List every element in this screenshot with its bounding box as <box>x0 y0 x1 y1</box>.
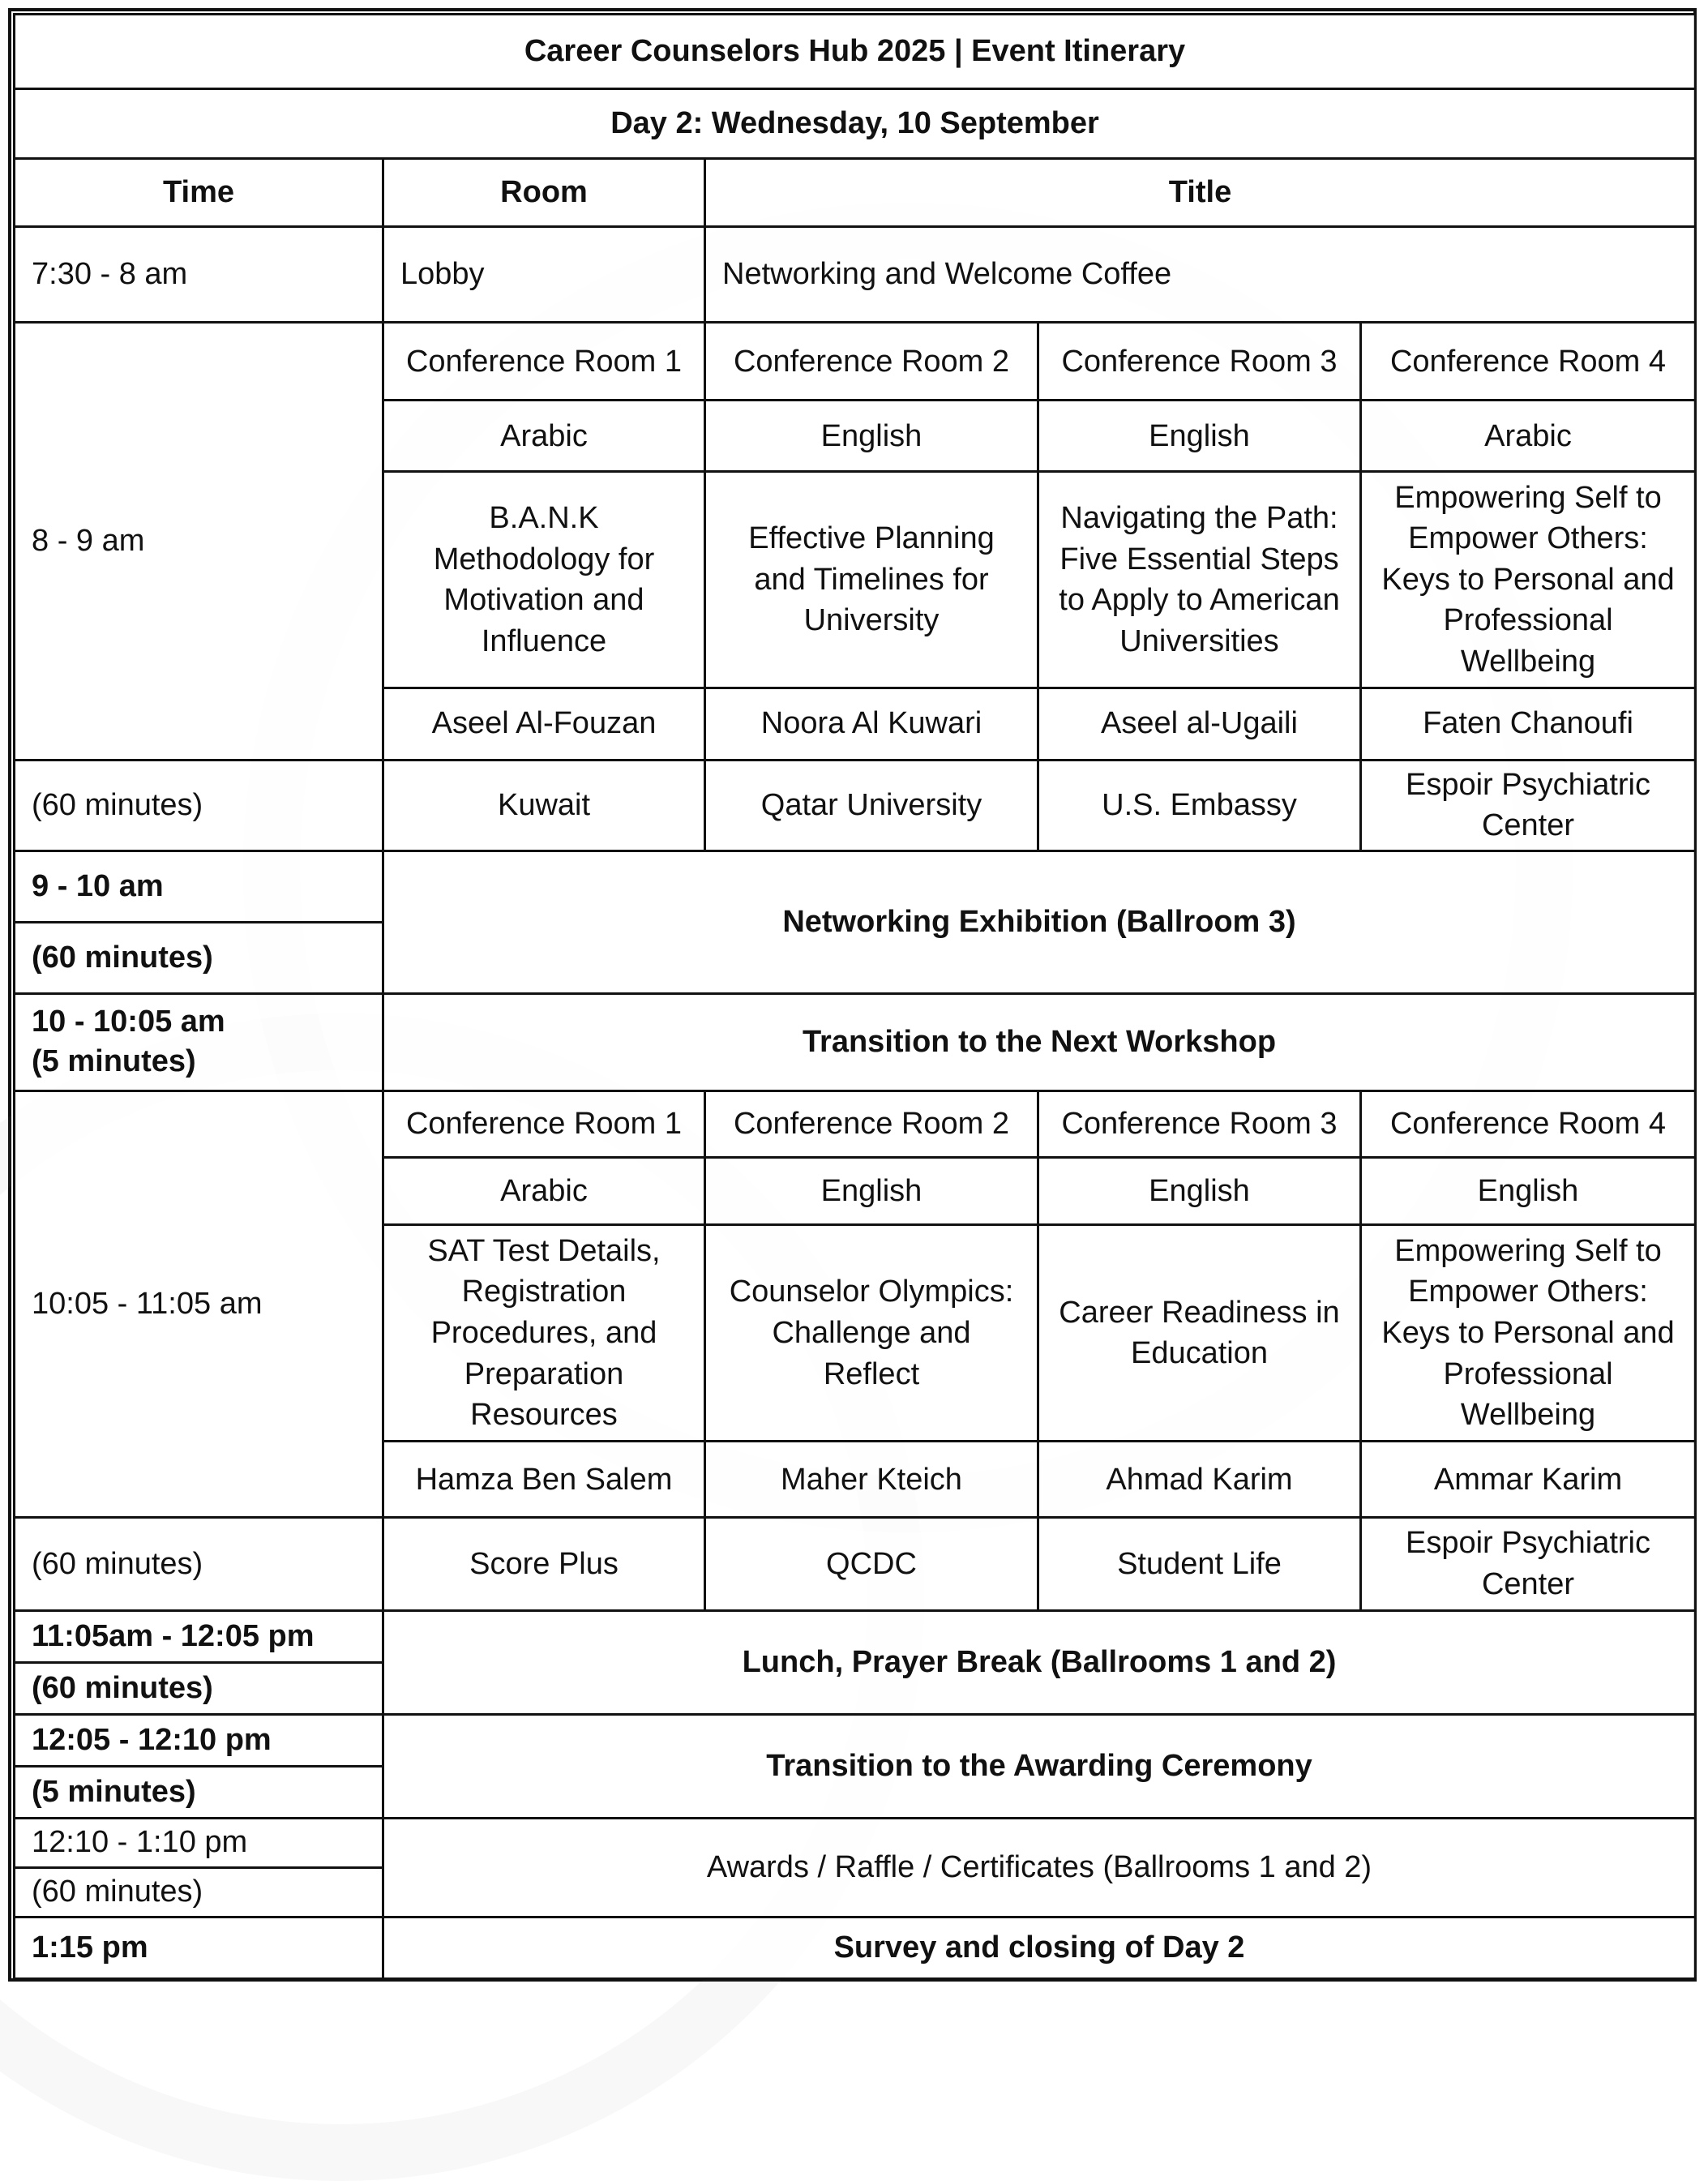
table-row <box>15 1518 1696 1610</box>
table-row <box>15 993 1696 1090</box>
transition2-time: 12:05 - 12:10 pm <box>15 1714 383 1766</box>
session2-speaker-3: Ahmad Karim <box>1038 1442 1361 1518</box>
session2-language-2: English <box>705 1158 1038 1225</box>
lunch-time: 11:05am - 12:05 pm <box>15 1610 383 1662</box>
transition1-time: 10 - 10:05 am <box>32 1005 225 1039</box>
session1-title-4: Empowering Self to Empower Others: Keys to Personal and Professional Wellbeing <box>1361 472 1696 688</box>
column-header-room: Room <box>383 159 705 227</box>
session2-title-3: Career Readiness in Education <box>1038 1225 1361 1442</box>
session2-room-4: Conference Room 4 <box>1361 1091 1696 1158</box>
day-heading: Day 2: Wednesday, 10 September <box>15 89 1696 159</box>
session2-speaker-1: Hamza Ben Salem <box>383 1442 705 1518</box>
session1-language-2: English <box>705 401 1038 472</box>
session1-title-3: Navigating the Path: Five Essential Steps to Apply to American Universities <box>1038 472 1361 688</box>
session2-language-4: English <box>1361 1158 1696 1225</box>
session1-room-4: Conference Room 4 <box>1361 323 1696 401</box>
session1-room-1: Conference Room 1 <box>383 323 705 401</box>
session2-language-3: English <box>1038 1158 1361 1225</box>
session1-org-2: Qatar University <box>705 760 1038 851</box>
session1-time: 8 - 9 am <box>15 323 383 760</box>
awards-title: Awards / Raffle / Certificates (Ballrooms 1 and 2) <box>383 1818 1696 1917</box>
session1-language-3: English <box>1038 401 1361 472</box>
table-row <box>15 1818 1696 1867</box>
session1-room-2: Conference Room 2 <box>705 323 1038 401</box>
exhibition-time: 9 - 10 am <box>15 851 383 922</box>
session1-org-1: Kuwait <box>383 760 705 851</box>
welcome-room: Lobby <box>383 227 705 323</box>
session2-speaker-4: Ammar Karim <box>1361 1442 1696 1518</box>
session2-room-2: Conference Room 2 <box>705 1091 1038 1158</box>
awards-time: 12:10 - 1:10 pm <box>15 1818 383 1867</box>
session2-org-2: QCDC <box>705 1518 1038 1610</box>
transition2-title: Transition to the Awarding Ceremony <box>383 1714 1696 1818</box>
exhibition-duration: (60 minutes) <box>15 922 383 993</box>
session2-room-1: Conference Room 1 <box>383 1091 705 1158</box>
session2-time: 10:05 - 11:05 am <box>15 1091 383 1518</box>
table-row <box>15 323 1696 401</box>
transition2-duration: (5 minutes) <box>15 1766 383 1818</box>
session1-language-1: Arabic <box>383 401 705 472</box>
itinerary-table <box>13 13 1697 1980</box>
closing-title: Survey and closing of Day 2 <box>383 1917 1696 1978</box>
session1-language-4: Arabic <box>1361 401 1696 472</box>
session2-speaker-2: Maher Kteich <box>705 1442 1038 1518</box>
session1-title-2: Effective Planning and Timelines for University <box>705 472 1038 688</box>
session2-title-1: SAT Test Details, Registration Procedures, and Preparation Resources <box>383 1225 705 1442</box>
session1-room-3: Conference Room 3 <box>1038 323 1361 401</box>
exhibition-title: Networking Exhibition (Ballroom 3) <box>383 851 1696 993</box>
event-title: Career Counselors Hub 2025 | Event Itinerary <box>15 15 1696 89</box>
transition1-title: Transition to the Next Workshop <box>383 993 1696 1090</box>
table-row <box>15 1917 1696 1978</box>
session2-org-1: Score Plus <box>383 1518 705 1610</box>
table-row <box>15 227 1696 323</box>
session2-title-2: Counselor Olympics: Challenge and Reflect <box>705 1225 1038 1442</box>
session2-duration: (60 minutes) <box>15 1518 383 1610</box>
session2-room-3: Conference Room 3 <box>1038 1091 1361 1158</box>
session2-title-4: Empowering Self to Empower Others: Keys to Personal and Professional Wellbeing <box>1361 1225 1696 1442</box>
table-row <box>15 1714 1696 1766</box>
column-header-title: Title <box>705 159 1696 227</box>
column-header-time: Time <box>15 159 383 227</box>
awards-duration: (60 minutes) <box>15 1867 383 1917</box>
table-row <box>15 851 1696 922</box>
session1-speaker-4: Faten Chanoufi <box>1361 688 1696 760</box>
session2-org-3: Student Life <box>1038 1518 1361 1610</box>
transition1-time-cell <box>15 993 383 1090</box>
session2-org-4: Espoir Psychiatric Center <box>1361 1518 1696 1610</box>
welcome-title: Networking and Welcome Coffee <box>705 227 1696 323</box>
session1-org-3: U.S. Embassy <box>1038 760 1361 851</box>
session1-speaker-2: Noora Al Kuwari <box>705 688 1038 760</box>
session1-org-4: Espoir Psychiatric Center <box>1361 760 1696 851</box>
table-row <box>15 1610 1696 1662</box>
lunch-duration: (60 minutes) <box>15 1662 383 1714</box>
transition1-duration: (5 minutes) <box>32 1044 196 1079</box>
session1-speaker-3: Aseel al-Ugaili <box>1038 688 1361 760</box>
session1-title-1: B.A.N.K Methodology for Motivation and Influence <box>383 472 705 688</box>
session1-duration: (60 minutes) <box>15 760 383 851</box>
session2-language-1: Arabic <box>383 1158 705 1225</box>
lunch-title: Lunch, Prayer Break (Ballrooms 1 and 2) <box>383 1610 1696 1714</box>
table-row <box>15 1091 1696 1158</box>
session1-speaker-1: Aseel Al-Fouzan <box>383 688 705 760</box>
welcome-time: 7:30 - 8 am <box>15 227 383 323</box>
table-row <box>15 760 1696 851</box>
closing-time: 1:15 pm <box>15 1917 383 1978</box>
